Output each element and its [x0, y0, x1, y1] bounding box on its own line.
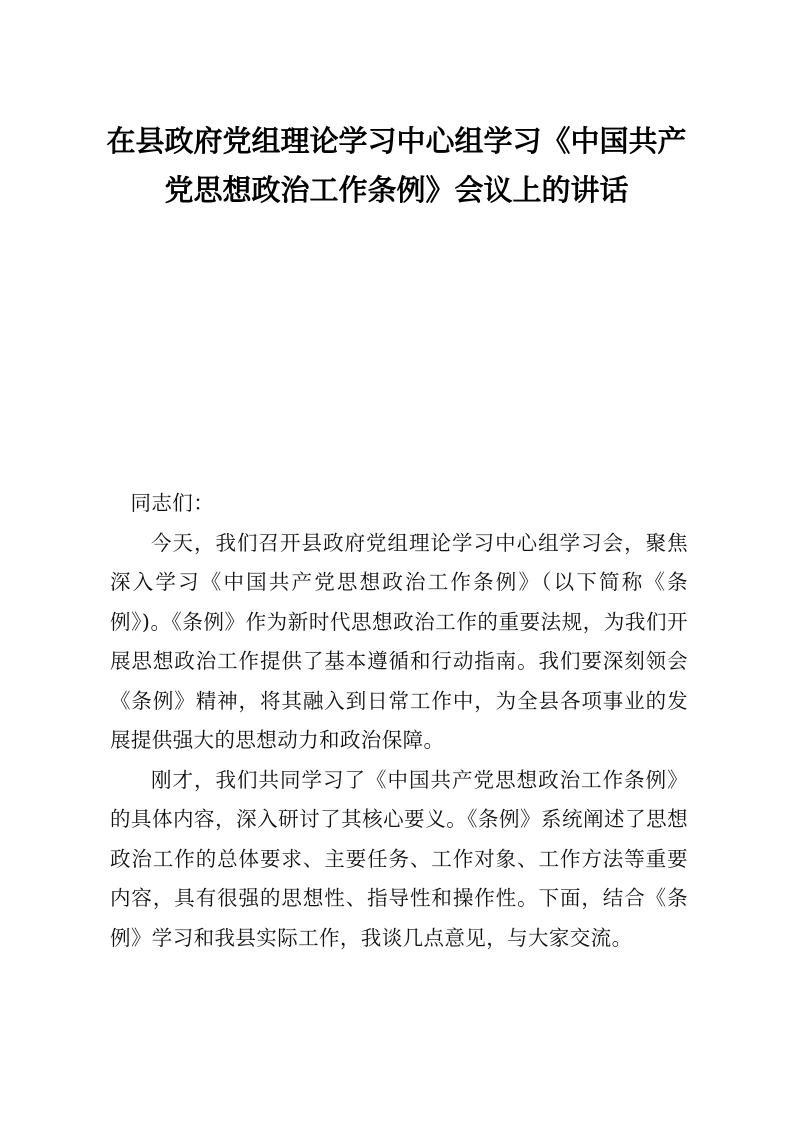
body-paragraph-2: 刚才，我们共同学习了《中国共产党思想政治工作条例》的具体内容，深入研讨了其核心要义。《条例》系统阐述了思想政治工作的总体要求、主要任务、工作对象、工作方法等重要内容，具有很强的思想性、指导性和操作性。下面，结合《条例》学习和我县实际工作，我谈几点意见，与大家交流。	[110, 767, 688, 950]
salutation-text: 同志们：	[130, 491, 215, 515]
page-title: 在县政府党组理论学习中心组学习《中国共产党思想政治工作条例》会议上的讲话	[106, 126, 687, 207]
body-paragraph-1: 今天，我们召开县政府党组理论学习中心组学习会，聚焦深入学习《中国共产党思想政治工作条例》（以下简称《条例》)。《条例》作为新时代思想政治工作的重要法规，为我们开展思想政治工作提供了基本遵循和行动指南。我们要深刻领会《条例》精神，将其融入到日常工作中，为全县各项事业的发展提供强大的思想动力和政治保障。	[110, 530, 688, 752]
document-body	[110, 484, 688, 958]
